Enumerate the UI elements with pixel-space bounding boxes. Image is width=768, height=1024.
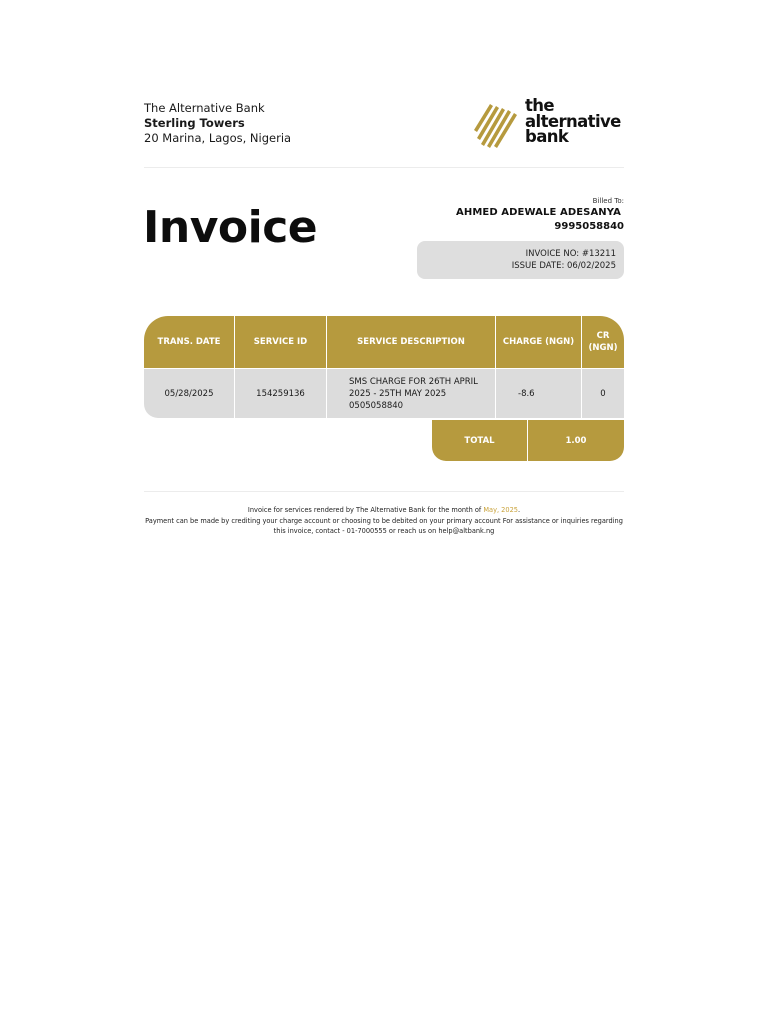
cell-cr: 0 bbox=[582, 369, 624, 418]
footer-line-1 bbox=[144, 505, 624, 516]
invoice-footer bbox=[144, 505, 624, 537]
total-block bbox=[432, 420, 624, 461]
total-label: TOTAL bbox=[432, 420, 528, 461]
header-charge: CHARGE (NGN) bbox=[496, 316, 582, 369]
header-divider bbox=[144, 167, 624, 168]
invoice-meta-box bbox=[417, 241, 624, 279]
logo-wordmark bbox=[525, 98, 621, 145]
logo-line-3: bank bbox=[525, 127, 569, 146]
billed-to-label: Billed To: bbox=[592, 197, 624, 205]
issue-date: ISSUE DATE: 06/02/2025 bbox=[511, 260, 616, 271]
billed-to-block bbox=[456, 196, 624, 234]
footer-month: May, 2025 bbox=[483, 506, 518, 514]
customer-account-number: 9995058840 bbox=[554, 221, 624, 232]
bank-street-address: 20 Marina, Lagos, Nigeria bbox=[144, 131, 292, 145]
footer-line-2: Payment can be made by crediting your charge account or choosing to be debited on your primary account For assistance or inquiries regarding this invoice, contact - 01-7000555 or reach us on help@altbank.ng bbox=[145, 516, 623, 535]
header-trans-date: TRANS. DATE bbox=[144, 316, 235, 369]
cell-service-description: SMS CHARGE FOR 26TH APRIL 2025 - 25TH MAY 2025 0505058840 bbox=[327, 369, 496, 418]
header-service-description: SERVICE DESCRIPTION bbox=[327, 316, 496, 369]
footer-divider bbox=[144, 491, 624, 492]
invoice-number: INVOICE NO: #13211 bbox=[525, 249, 616, 259]
total-value: 1.00 bbox=[528, 420, 624, 461]
bank-address bbox=[144, 101, 291, 146]
header-service-id: SERVICE ID bbox=[235, 316, 327, 369]
cell-charge: -8.6 bbox=[496, 369, 582, 418]
footer-suffix: . bbox=[517, 506, 521, 514]
logo-line-2: alternative bbox=[525, 111, 621, 131]
bank-name: The Alternative Bank bbox=[144, 101, 265, 115]
logo-stripes-icon bbox=[472, 100, 518, 148]
invoice-items-table bbox=[144, 316, 624, 418]
invoice-title: Invoice bbox=[143, 202, 318, 253]
footer-prefix: Invoice for services rendered by The Alternative Bank for the month of bbox=[247, 506, 484, 514]
bank-logo bbox=[472, 98, 626, 150]
table-row bbox=[144, 369, 624, 418]
table-header-row bbox=[144, 316, 624, 369]
logo-line-1: the bbox=[525, 96, 555, 115]
cell-service-id: 154259136 bbox=[235, 369, 327, 418]
customer-name: AHMED ADEWALE ADESANYA bbox=[456, 207, 621, 218]
cell-trans-date: 05/28/2025 bbox=[144, 369, 235, 418]
bank-building: Sterling Towers bbox=[144, 116, 245, 130]
header-cr: CR (NGN) bbox=[582, 316, 624, 369]
